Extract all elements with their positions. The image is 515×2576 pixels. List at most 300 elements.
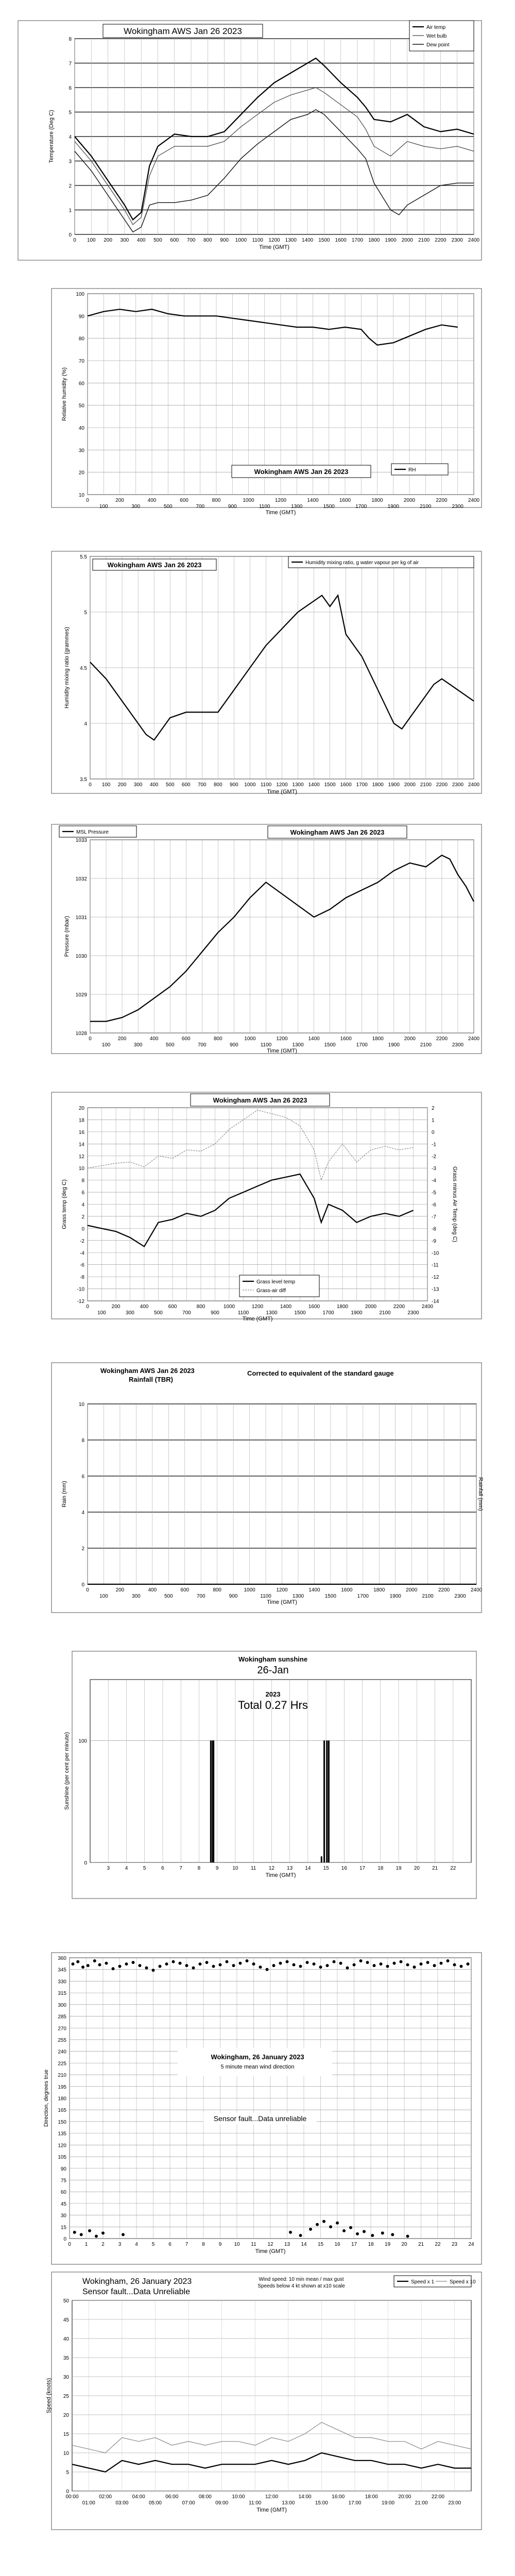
y-tick-label: 15 [63, 2432, 69, 2437]
x-axis-label: Time (GMT) [242, 1316, 273, 1322]
scatter-point [453, 1963, 456, 1967]
y-tick-label: 150 [58, 2119, 66, 2125]
x-tick-label: 1000 [243, 498, 254, 503]
x-tick-label: 11:00 [249, 2500, 262, 2506]
chart-svg-sun [0, 1649, 515, 1901]
x-tick-label: 800 [213, 1036, 222, 1042]
x-tick-label: 2200 [438, 1587, 450, 1593]
x-tick-label: 2400 [421, 1304, 434, 1310]
y2-tick-label: -9 [432, 1238, 436, 1244]
x-tick-label: 400 [147, 498, 157, 503]
chart-title: Wokingham AWS Jan 26 2023 [100, 1367, 195, 1375]
y-tick-label: 4 [84, 721, 87, 727]
chart-svg-mix [0, 549, 515, 796]
x-tick-label: 2300 [454, 1594, 466, 1599]
x-tick-label: 1700 [357, 1594, 369, 1599]
x-tick-label: 1800 [373, 1587, 385, 1593]
scatter-point [266, 1968, 269, 1971]
x-tick-label: 14 [301, 2242, 307, 2247]
chart-year: 2023 [265, 1690, 281, 1698]
scatter-point [293, 1963, 296, 1967]
scatter-point [406, 2234, 409, 2238]
chart-date: 26-Jan [257, 1665, 289, 1676]
scatter-point [289, 2231, 292, 2234]
scatter-point [381, 2231, 384, 2234]
x-tick-label: 12 [268, 1866, 274, 1871]
chart-svg-pressure [0, 822, 515, 1059]
y2-tick-label: -5 [432, 1190, 436, 1196]
scatter-point [205, 1961, 209, 1964]
x-tick-label: 300 [131, 504, 141, 510]
x-tick-label: 800 [196, 1304, 205, 1310]
title-box [178, 2048, 332, 2076]
y-tick-label: 20 [63, 2413, 69, 2418]
y-tick-label: 1031 [75, 915, 87, 921]
scatter-point [139, 1964, 142, 1967]
scatter-point [319, 1965, 322, 1969]
y-tick-label: 4 [81, 1202, 84, 1208]
x-tick-label: 700 [196, 1594, 205, 1599]
scatter-point [125, 1962, 128, 1965]
x-tick-label: 1200 [268, 238, 280, 243]
x-tick-label: 900 [230, 1042, 238, 1048]
scatter-point [363, 2230, 366, 2233]
scatter-point [329, 2225, 332, 2228]
scatter-point [118, 1965, 122, 1968]
y-tick-label: 40 [63, 2336, 69, 2342]
y-tick-label: -4 [80, 1250, 84, 1257]
y2-axis-label: Grass minus Air Temp (deg C) [452, 1166, 458, 1243]
scatter-point [122, 2233, 125, 2236]
x-tick-label: 1200 [276, 782, 288, 788]
y-tick-label: 2 [81, 1546, 84, 1552]
x-tick-label: 400 [136, 238, 146, 243]
x-tick-label: 24 [468, 2242, 474, 2247]
chart-wdir [0, 1950, 515, 2267]
chart-grass [0, 1090, 515, 1324]
scatter-point [373, 1964, 376, 1967]
scatter-point [359, 1959, 363, 1962]
x-tick-label: 500 [165, 782, 175, 788]
x-axis-label: Time (GMT) [265, 1872, 296, 1878]
x-axis-label: Time (GMT) [267, 1048, 297, 1054]
x-tick-label: 300 [120, 238, 129, 243]
chart-title: Wokingham AWS Jan 26 2023 [290, 828, 385, 836]
legend-label: RH [408, 467, 416, 473]
x-tick-label: 0 [89, 782, 92, 788]
x-tick-label: 100 [97, 1310, 106, 1316]
x-tick-label: 3 [118, 2242, 122, 2247]
x-tick-label: 1700 [356, 782, 368, 788]
x-axis-label: Time (GMT) [267, 789, 297, 795]
x-tick-label: 500 [163, 504, 173, 510]
x-tick-label: 03:00 [115, 2500, 129, 2506]
x-tick-label: 9 [215, 1866, 219, 1871]
scatter-point [336, 2222, 339, 2225]
x-tick-label: 07:00 [182, 2500, 195, 2506]
y-tick-label: 30 [78, 448, 84, 454]
x-tick-label: 500 [154, 1310, 163, 1316]
chart-title: Wokingham AWS Jan 26 2023 [254, 468, 349, 476]
x-tick-label: 17 [351, 2242, 357, 2247]
chart-wspeed [0, 2269, 515, 2532]
x-tick-label: 300 [133, 782, 143, 788]
y-axis-label: Direction, degrees true [43, 2069, 49, 2127]
scatter-point [371, 2234, 374, 2237]
y2-tick-label: -4 [432, 1178, 436, 1184]
x-tick-label: 1700 [355, 504, 367, 510]
x-tick-label: 2000 [406, 1587, 418, 1593]
y-axis-label: Speed (knots) [46, 2378, 52, 2414]
legend-label: Air temp [426, 25, 446, 30]
y-axis-label: Temperature (Deg C) [48, 110, 55, 163]
y-tick-label: 8 [81, 1178, 84, 1184]
x-tick-label: 100 [99, 504, 108, 510]
scatter-point [440, 1962, 443, 1965]
x-tick-label: 18 [377, 1866, 384, 1871]
scatter-point [81, 1965, 84, 1969]
x-tick-label: 15 [317, 2242, 324, 2247]
y-tick-label: 0 [81, 1226, 84, 1232]
y2-axis-label: Rainfall (mm) [477, 1477, 484, 1511]
scatter-point [306, 1961, 309, 1964]
scatter-point [192, 1967, 195, 1970]
x-tick-label: 1400 [301, 238, 314, 243]
scatter-point [246, 1959, 249, 1962]
bar [326, 1740, 328, 1862]
x-tick-label: 900 [229, 1594, 238, 1599]
y-tick-label: 0 [84, 1860, 87, 1866]
y2-tick-label: -3 [432, 1166, 436, 1172]
y-tick-label: 6 [81, 1474, 84, 1480]
scatter-point [299, 1965, 302, 1968]
x-tick-label: 1500 [324, 1042, 336, 1048]
legend-label: Dew point [426, 42, 450, 48]
x-tick-label: 600 [180, 1587, 190, 1593]
chart-note: Sensor fault...Data Unreliable [82, 2287, 190, 2296]
scatter-point [259, 1965, 262, 1969]
x-tick-label: 8 [197, 1866, 201, 1871]
y2-tick-label: 0 [432, 1129, 435, 1136]
y-tick-label: 30 [60, 2213, 66, 2219]
y-axis-label: Grass temp (deg C) [61, 1179, 67, 1229]
y-axis-label: Sunshine (per cent per minute) [64, 1732, 70, 1810]
y-tick-label: 35 [63, 2355, 69, 2361]
x-tick-label: 700 [186, 238, 196, 243]
x-tick-label: 800 [213, 782, 222, 788]
y2-tick-label: -7 [432, 1214, 436, 1220]
x-tick-label: 1200 [274, 498, 287, 503]
x-tick-label: 300 [133, 1042, 143, 1048]
scatter-point [73, 2231, 76, 2234]
scatter-point [420, 1962, 423, 1965]
y-tick-label: 1 [68, 208, 72, 214]
y-tick-label: 0 [66, 2489, 69, 2495]
x-tick-label: 1900 [388, 782, 400, 788]
y2-tick-label: -1 [432, 1142, 436, 1148]
y2-tick-label: -10 [432, 1250, 439, 1257]
scatter-point [393, 1962, 396, 1965]
x-tick-label: 2200 [436, 1036, 448, 1042]
x-axis-label: Time (GMT) [256, 2507, 287, 2513]
chart-svg-grass [0, 1090, 515, 1324]
y-tick-label: 18 [78, 1117, 84, 1124]
y-tick-label: 15 [60, 2225, 66, 2231]
y-tick-label: 2 [68, 183, 72, 189]
y-tick-label: -2 [80, 1238, 84, 1244]
scatter-point [179, 1962, 182, 1965]
x-tick-label: 1700 [322, 1310, 334, 1316]
x-tick-label: 1300 [292, 782, 304, 788]
chart-pressure [0, 822, 515, 1059]
x-tick-label: 1600 [340, 1036, 352, 1042]
scatter-point [112, 1967, 115, 1970]
y-tick-label: 135 [58, 2131, 66, 2137]
y-tick-label: 6 [68, 86, 72, 91]
y-tick-label: 90 [78, 314, 84, 320]
y-tick-label: 3 [68, 159, 72, 165]
y2-tick-label: -14 [432, 1299, 439, 1304]
x-tick-label: 1800 [368, 238, 380, 243]
x-tick-label: 1700 [356, 1042, 368, 1048]
x-tick-label: 1200 [251, 1304, 264, 1310]
x-tick-label: 4 [125, 1866, 128, 1871]
x-tick-label: 300 [132, 1594, 141, 1599]
y-tick-label: 120 [58, 2143, 66, 2149]
x-tick-label: 0 [89, 1036, 92, 1042]
scatter-point [299, 2234, 302, 2237]
x-axis-label: Time (GMT) [267, 1599, 297, 1605]
x-tick-label: 800 [212, 498, 221, 503]
y-tick-label: 5.5 [80, 554, 87, 560]
x-tick-label: 1400 [280, 1304, 292, 1310]
y-tick-label: 210 [58, 2073, 66, 2079]
y-tick-label: 80 [78, 336, 84, 342]
legend-label: Speed x 1 [411, 2279, 435, 2285]
chart-svg-wspeed [0, 2269, 515, 2532]
x-tick-label: 200 [104, 238, 112, 243]
x-tick-label: 18 [368, 2242, 374, 2247]
y-tick-label: 40 [78, 426, 84, 431]
x-tick-label: 16 [334, 2242, 340, 2247]
x-tick-label: 600 [170, 238, 179, 243]
bar [321, 1856, 322, 1862]
x-tick-label: 1500 [318, 238, 330, 243]
x-tick-label: 02:00 [99, 2494, 112, 2500]
y2-tick-label: -2 [432, 1154, 436, 1160]
x-tick-label: 16 [341, 1866, 347, 1871]
scatter-point [349, 2226, 352, 2229]
y-tick-label: 315 [58, 1991, 66, 1997]
chart-rh [0, 286, 515, 516]
chart-subtitle: 5 minute mean wind direction [220, 2064, 295, 2070]
x-tick-label: 20 [401, 2242, 407, 2247]
x-tick-label: 1400 [307, 498, 319, 503]
x-tick-label: 23:00 [448, 2500, 461, 2506]
chart-note: Corrected to equivalent of the standard gauge [247, 1369, 394, 1377]
x-tick-label: 1900 [389, 1594, 401, 1599]
y-tick-label: 14 [78, 1142, 84, 1148]
y-tick-label: 30 [63, 2375, 69, 2380]
x-axis-label: Time (GMT) [255, 2248, 286, 2255]
x-tick-label: 2 [101, 2242, 105, 2247]
x-tick-label: 900 [230, 782, 238, 788]
x-tick-label: 300 [126, 1310, 134, 1316]
x-tick-label: 100 [101, 1042, 111, 1048]
scatter-point [313, 1962, 316, 1965]
scatter-point [342, 2229, 346, 2232]
y-tick-label: 330 [58, 1979, 66, 1985]
x-tick-label: 4 [135, 2242, 138, 2247]
x-tick-label: 1600 [339, 498, 351, 503]
y-tick-label: -12 [77, 1299, 84, 1304]
x-tick-label: 400 [149, 782, 159, 788]
x-tick-label: 700 [197, 782, 207, 788]
x-tick-label: 2100 [422, 1594, 434, 1599]
x-tick-label: 0 [86, 1587, 89, 1593]
x-tick-label: 600 [180, 498, 188, 503]
y-tick-label: 1032 [75, 876, 87, 882]
x-tick-label: 2200 [436, 782, 448, 788]
scatter-point [212, 1965, 215, 1968]
bar [210, 1740, 212, 1862]
x-tick-label: 2200 [393, 1304, 405, 1310]
x-tick-label: 18:00 [365, 2494, 378, 2500]
legend-label: Grass level temp [256, 1279, 296, 1285]
x-tick-label: 22 [450, 1866, 456, 1871]
scatter-point [76, 1960, 79, 1963]
scatter-point [252, 1962, 255, 1965]
chart-title: Wokingham, 26 January 2023 [82, 2277, 192, 2286]
x-tick-label: 2000 [404, 782, 416, 788]
x-tick-label: 11 [250, 1866, 256, 1871]
scatter-point [93, 1959, 96, 1962]
y-tick-label: 195 [58, 2084, 66, 2090]
x-tick-label: 2100 [420, 782, 432, 788]
x-tick-label: 1500 [324, 782, 336, 788]
x-tick-label: 19 [396, 1866, 402, 1871]
x-tick-label: 00:00 [65, 2494, 79, 2500]
x-tick-label: 400 [148, 1587, 157, 1593]
scatter-point [87, 1964, 90, 1967]
chart-svg-rain [0, 1360, 515, 1615]
chart-temp [0, 18, 515, 263]
x-tick-label: 15 [323, 1866, 329, 1871]
y-tick-label: 3.5 [80, 777, 87, 783]
x-tick-label: 1600 [335, 238, 347, 243]
x-tick-label: 1200 [276, 1587, 288, 1593]
legend-label: Humidity mixing ratio, g water vapour per kg of air [305, 560, 419, 566]
x-tick-label: 04:00 [132, 2494, 145, 2500]
x-tick-label: 200 [111, 1304, 121, 1310]
chart-note: Sensor fault...Data unreliable [213, 2114, 307, 2123]
x-tick-label: 2100 [418, 238, 430, 243]
scatter-point [152, 1969, 155, 1972]
y-tick-label: 8 [68, 37, 72, 42]
x-tick-label: 200 [115, 498, 124, 503]
x-tick-label: 0 [86, 1304, 89, 1310]
y2-tick-label: -12 [432, 1275, 439, 1281]
x-tick-label: 20:00 [398, 2494, 411, 2500]
x-tick-label: 0 [68, 2242, 71, 2247]
x-tick-label: 2400 [468, 238, 480, 243]
y-tick-label: 45 [63, 2317, 69, 2323]
x-tick-label: 2300 [452, 782, 464, 788]
x-tick-label: 600 [181, 1036, 191, 1042]
x-tick-label: 17:00 [348, 2500, 362, 2506]
y-tick-label: 0 [68, 232, 72, 238]
x-tick-label: 1800 [372, 782, 384, 788]
y-tick-label: 20 [78, 1106, 84, 1111]
x-tick-label: 600 [181, 782, 191, 788]
scatter-point [72, 1962, 75, 1965]
x-tick-label: 1700 [351, 238, 364, 243]
scatter-point [145, 1967, 148, 1970]
y2-tick-label: -13 [432, 1286, 439, 1293]
y-tick-label: 10 [78, 1166, 84, 1172]
x-tick-label: 1100 [259, 504, 270, 510]
y-axis-label: Pressure (mbar) [64, 916, 70, 957]
y-tick-label: 300 [58, 2002, 66, 2008]
y-tick-label: 345 [58, 1967, 66, 1973]
scatter-point [333, 1960, 336, 1963]
scatter-point [95, 2234, 98, 2238]
x-axis-label: Time (GMT) [259, 244, 289, 250]
x-tick-label: 1300 [266, 1310, 278, 1316]
y-tick-label: 7 [68, 61, 72, 67]
x-tick-label: 2000 [404, 1036, 416, 1042]
x-tick-label: 100 [99, 1594, 108, 1599]
x-tick-label: 1400 [308, 782, 320, 788]
x-tick-label: 1000 [244, 782, 256, 788]
y-tick-label: 50 [63, 2298, 69, 2304]
x-tick-label: 1100 [260, 1594, 271, 1599]
x-tick-label: 7 [179, 1866, 182, 1871]
y-tick-label: 25 [63, 2394, 69, 2399]
chart-svg-wdir [0, 1950, 515, 2267]
x-tick-label: 13 [284, 2242, 290, 2247]
scatter-point [286, 1960, 289, 1963]
y-tick-label: 90 [60, 2166, 66, 2172]
x-tick-label: 15:00 [315, 2500, 328, 2506]
chart-title: Wokingham sunshine [238, 1655, 308, 1663]
scatter-point [159, 1965, 162, 1968]
y-tick-label: 0 [63, 2236, 66, 2242]
y-tick-label: 100 [78, 1738, 87, 1744]
x-tick-label: 21 [432, 1866, 438, 1871]
x-tick-label: 21 [418, 2242, 424, 2247]
y-tick-label: 10 [78, 493, 84, 498]
x-tick-label: 1800 [336, 1304, 349, 1310]
y-tick-label: 2 [81, 1214, 84, 1220]
x-tick-label: 700 [196, 504, 205, 510]
x-tick-label: 14:00 [298, 2494, 312, 2500]
chart-sun [0, 1649, 515, 1901]
x-tick-label: 200 [115, 1587, 125, 1593]
scatter-point [132, 1961, 135, 1964]
scatter-point [185, 1964, 188, 1967]
x-tick-label: 2400 [470, 1587, 483, 1593]
legend-label: Wet bulb [426, 33, 447, 39]
scatter-point [346, 1967, 349, 1970]
x-tick-label: 1300 [291, 504, 303, 510]
y-tick-label: 270 [58, 2026, 66, 2032]
y-tick-label: 165 [58, 2108, 66, 2114]
y-tick-label: 60 [60, 2190, 66, 2196]
scatter-point [226, 1960, 229, 1963]
scatter-point [239, 1962, 242, 1965]
y-tick-label: -8 [80, 1275, 84, 1281]
